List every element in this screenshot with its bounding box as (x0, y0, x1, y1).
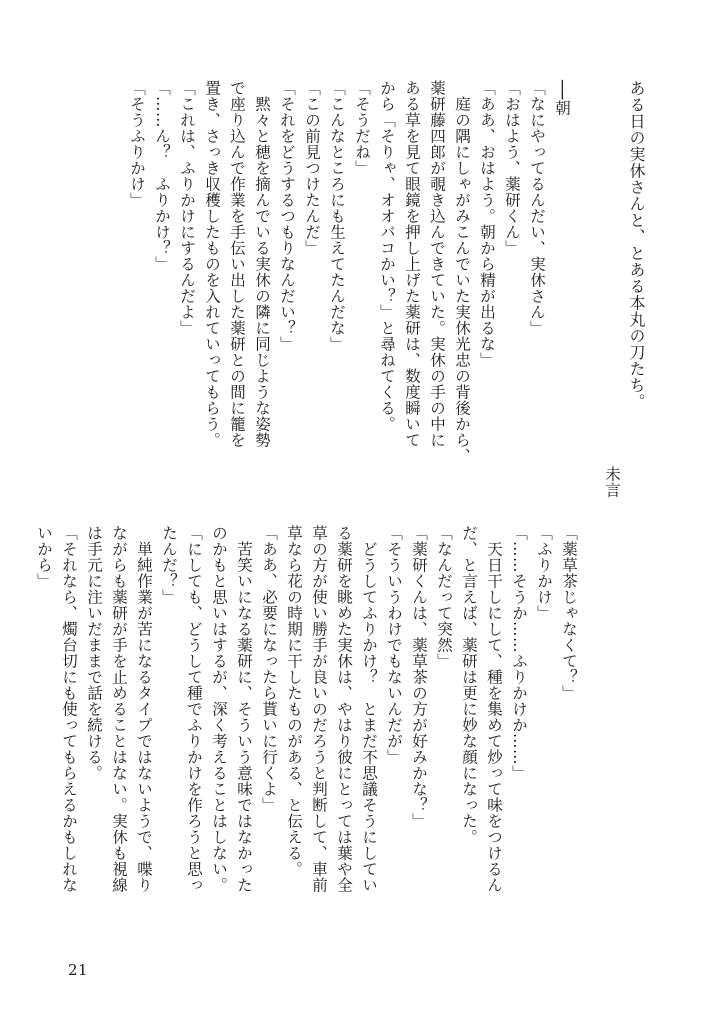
text-line: 単純作業が苦になるタイプではないようで、喋り (135, 525, 153, 893)
text-line: 苦笑いになる薬研に、そういう意味ではなかった (235, 525, 253, 893)
text-line: どうしてふりかけ？ とまだ不思議そうにしてい (360, 525, 378, 893)
text-line: 「ふりかけ」 (535, 525, 553, 621)
text-line: 薬研藤四郎が覗き込んできていた。実休の手の中に (428, 80, 446, 448)
text-line: で座り込んで作業を手伝い出した薬研との間に籠を (228, 80, 246, 448)
text-line: から「そりゃ、オオバコかい？」と尋ねてくる。 (378, 80, 396, 432)
text-line: 「なんだって突然」 (435, 525, 453, 669)
text-line: 「そうだね」 (353, 80, 371, 176)
text-line: ある草を見て眼鏡を押し上げた薬研は、数度瞬いて (403, 80, 421, 448)
text-line: 天日干しにして、種を集めて炒って味をつけるん (485, 525, 503, 893)
story-author: 未言 (603, 466, 621, 498)
text-line: ながらも薬研が手を止めることはない。実休も視線 (110, 525, 128, 893)
text-line: 「ああ、必要になったら貰いに行くよ」 (260, 525, 278, 813)
text-line: 黙々と穂を摘んでいる実休の隣に同じような姿勢 (253, 80, 271, 448)
text-line: 「これは、ふりかけにするんだよ」 (178, 80, 196, 336)
text-line: 「薬研くんは、薬草茶の方が好みかな？」 (410, 525, 428, 829)
text-line: 「薬草茶じゃなくて？」 (560, 525, 578, 701)
text-line: 置き、さっき収穫したものを入れていってもらう。 (203, 80, 221, 448)
text-line: 「……ん？ ふりかけ？」 (153, 80, 171, 272)
text-line: 庭の隅にしゃがみこんでいた実休光忠の背後から、 (453, 80, 471, 464)
text-line: 草なら花の時期に干したものがある、と伝える。 (285, 525, 303, 877)
blank-line (574, 80, 599, 500)
text-line: 「そういうわけでもないんだが」 (385, 525, 403, 765)
text-line: 「にしても、どうして種でふりかけを作ろうと思っ (185, 525, 203, 893)
text-line: は手元に注いだままで話を続ける。 (85, 525, 103, 781)
text-line: たんだ？」 (160, 525, 178, 605)
page-number: 21 (68, 961, 89, 979)
text-line: 「それをどうするつもりなんだい？」 (278, 80, 296, 352)
text-line: 「それなら、燭台切にも使ってもらえるかもしれな (60, 525, 78, 893)
lower-text-block (31, 525, 581, 945)
upper-text-block (124, 80, 649, 500)
text-line: 草の方が使い勝手が良いのだろうと判断して、車前 (310, 525, 328, 893)
text-line: 「そうふりかけ」 (128, 80, 146, 208)
text-line: 「おはよう、薬研くん」 (503, 80, 521, 256)
text-line: 「ああ、おはよう。朝から精が出るな」 (478, 80, 496, 368)
text-line: いから」 (35, 525, 53, 589)
text-line: る薬研を眺めた実休は、やはり彼にとっては葉や全 (335, 525, 353, 893)
story-title: ある日の実休さんと、とある本丸の刀たち。 (627, 80, 646, 410)
text-line: 「なにやってるんだい、実休さん」 (528, 80, 546, 336)
text-line: 「こんなところにも生えてたんだな」 (328, 80, 346, 352)
text-line: ──朝 (553, 80, 571, 116)
text-line: 「……そうか……ふりかけか……」 (510, 525, 528, 781)
text-line: 「この前見つけたんだ」 (303, 80, 321, 256)
text-line: だ、と言えば、薬研は更に妙な顔になった。 (460, 525, 478, 845)
text-line: のかもと思いはするが、深く考えることはしない。 (210, 525, 228, 893)
